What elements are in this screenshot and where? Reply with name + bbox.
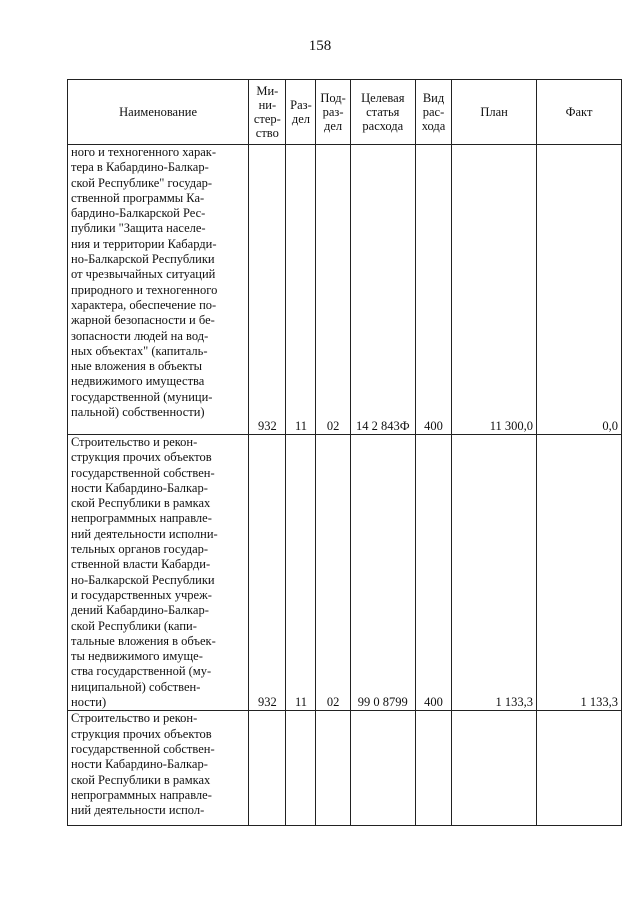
header-type: Вид рас- хода [415, 80, 451, 145]
table-header-row [68, 80, 622, 145]
row-type-cell: 400 [415, 435, 451, 711]
page-number: 158 [308, 38, 332, 54]
row-section-cell [286, 711, 316, 826]
row-fact-cell: 1 133,3 [537, 435, 622, 711]
row-ministry-cell: 932 [249, 435, 286, 711]
row-ministry-cell: 932 [249, 145, 286, 435]
row-type-cell: 400 [415, 145, 451, 435]
row-type-cell [415, 711, 451, 826]
row-name-cell: Строительство и рекон- струкция прочих объектов государственной собствен- ности Кабардино-Балкар- ской Республики в рамках непрограммных направле- ний деятельности исполни- тельных органов государ- ственной власти Кабарди- но-Балкарской Республики и государственных учреж- дений Кабардино-Балкар- ской Республики (капи- тальные вложения в объек- ты недвижимого имуще- ства государственной (му- ниципальной) собствен- ности) [68, 435, 249, 711]
row-plan-cell [452, 711, 537, 826]
row-fact-cell: 0,0 [537, 145, 622, 435]
header-fact: Факт [537, 80, 622, 145]
row-plan-cell: 11 300,0 [452, 145, 537, 435]
row-section-cell: 11 [286, 435, 316, 711]
row-fact-cell [537, 711, 622, 826]
header-section: Раз- дел [286, 80, 316, 145]
row-subsection-cell: 02 [316, 435, 350, 711]
row-plan-cell: 1 133,3 [452, 435, 537, 711]
budget-table [67, 79, 622, 826]
row-name-cell: Строительство и рекон- струкция прочих объектов государственной собствен- ности Кабардино-Балкар- ской Республики в рамках непрограммных направле- ний деятельности испол- [68, 711, 249, 826]
header-target: Целевая статья расхода [350, 80, 415, 145]
row-target-cell [350, 711, 415, 826]
header-ministry: Ми- ни- стер- ство [249, 80, 286, 145]
row-section-cell: 11 [286, 145, 316, 435]
row-ministry-cell [249, 711, 286, 826]
row-subsection-cell: 02 [316, 145, 350, 435]
table-row [68, 145, 622, 435]
table-row [68, 435, 622, 711]
row-target-cell: 14 2 843Ф [350, 145, 415, 435]
header-plan: План [452, 80, 537, 145]
table-row [68, 711, 622, 826]
header-subsection: Под- раз- дел [316, 80, 350, 145]
header-name: Наименование [68, 80, 249, 145]
row-name-cell: ного и техногенного харак- тера в Кабардино-Балкар- ской Республике" государ- ственной программы Ка- бардино-Балкарской Рес- публики "Защита населе- ния и территории Кабарди- но-Балкарской Республики от чрезвычайных ситуаций природного и техногенного характера, обеспечение по- жарной безопасности и бе- зопасности людей на вод- ных объектах" (капиталь- ные вложения в объекты недвижимого имущества государственной (муници- пальной) собственности) [68, 145, 249, 435]
row-target-cell: 99 0 8799 [350, 435, 415, 711]
row-subsection-cell [316, 711, 350, 826]
